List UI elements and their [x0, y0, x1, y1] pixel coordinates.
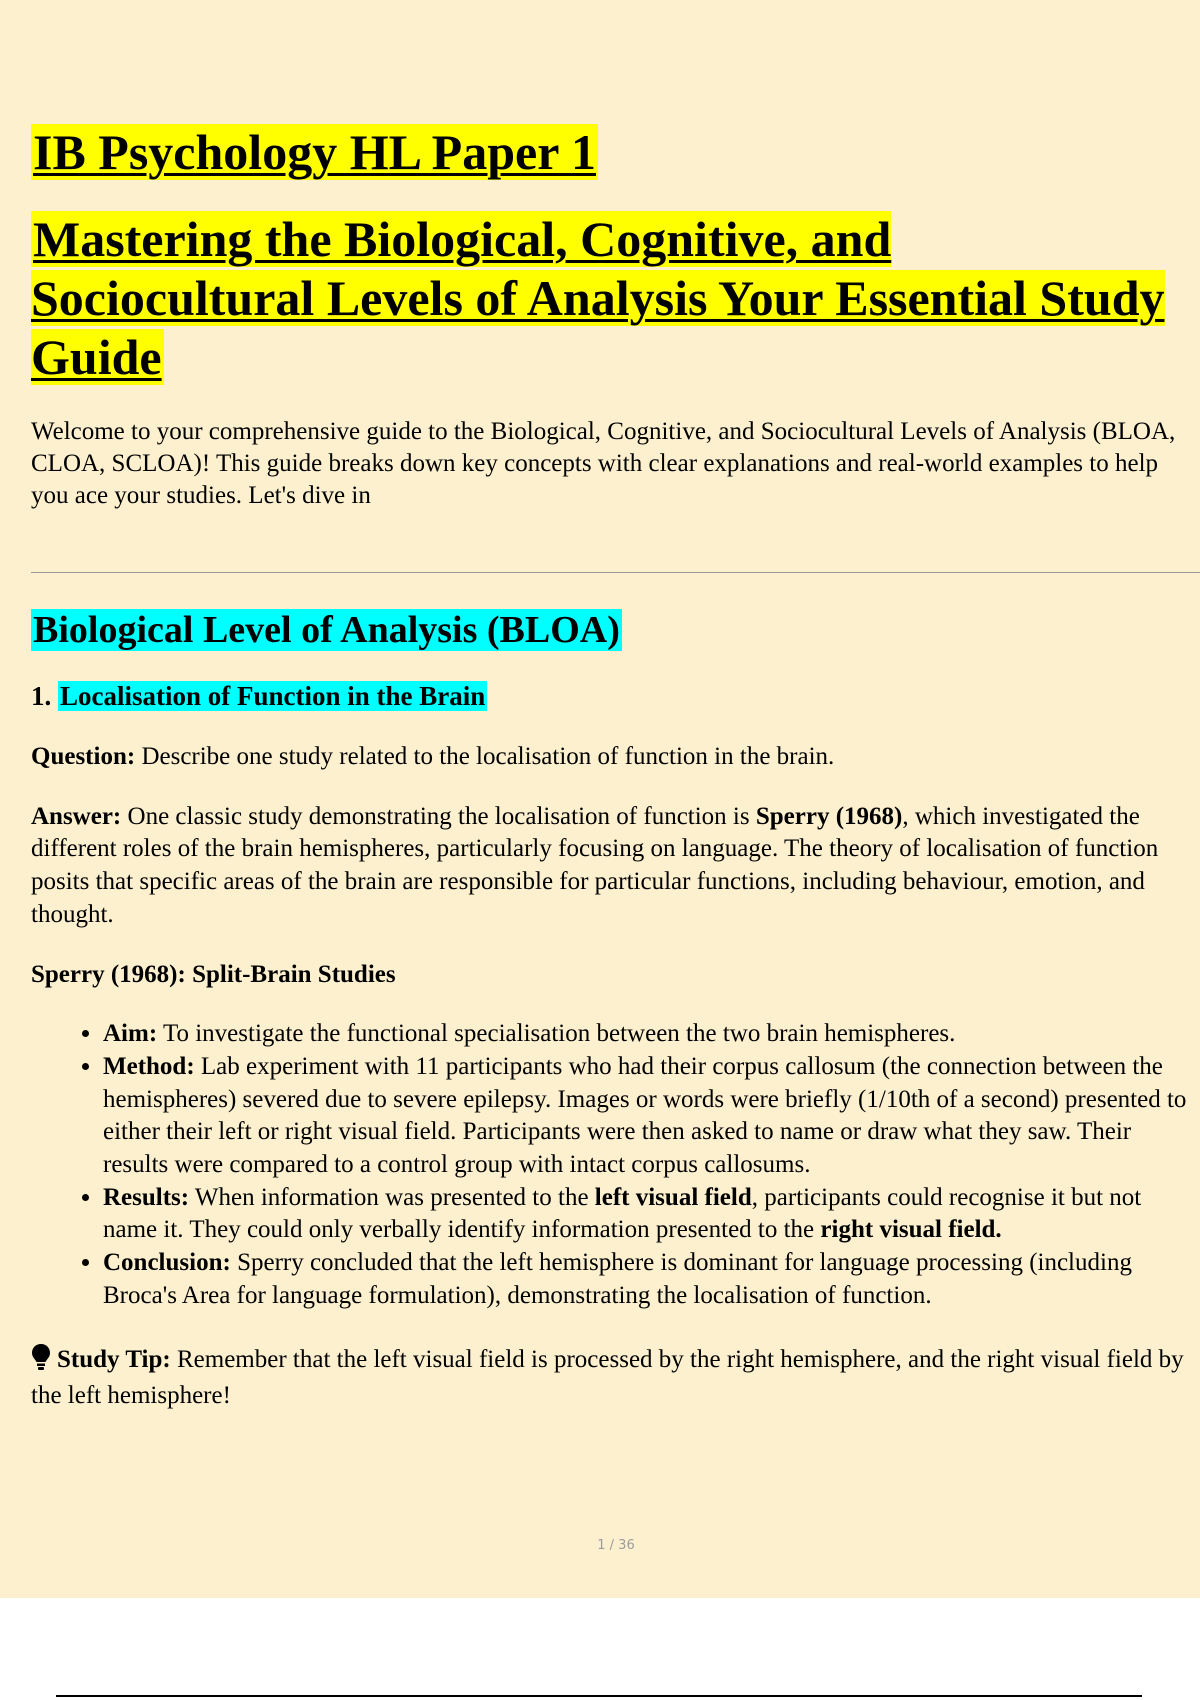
study-details-list	[31, 1018, 1195, 1312]
list-item-results: • Results: When information was presented to the left visual field, participants could recognise it but not name it. They could only verbally identify information presented to the right visual field.	[103, 1182, 1195, 1247]
lightbulb-icon	[31, 1343, 51, 1381]
subsection-heading: 1. Localisation of Function in the Brain	[31, 681, 486, 711]
study-tip: Study Tip: Remember that the left visual field is processed by the right hemisphere, and the right visual field by the left hemisphere!	[31, 1343, 1195, 1413]
section-divider	[31, 572, 1200, 573]
subsection-title: Localisation of Function in the Brain	[60, 681, 486, 711]
document-title: IB Psychology HL Paper 1	[33, 124, 597, 180]
section-title: Biological Level of Analysis (BLOA)	[33, 609, 620, 651]
page-number: 1 / 36	[597, 1538, 635, 1553]
question-paragraph: Question: Describe one study related to the localisation of function in the brain.	[31, 743, 835, 770]
list-item-aim: • Aim: To investigate the functional specialisation between the two brain hemispheres.	[103, 1018, 1195, 1051]
section-body	[31, 741, 1195, 1440]
study-heading: Sperry (1968): Split-Brain Studies	[31, 960, 396, 988]
answer-paragraph: Answer: One classic study demonstrating the localisation of function is Sperry (1968), which investigated the different roles of the brain hemispheres, particularly focusing on language. The theory of localisation of function posits that specific areas of the brain are responsible for particular functions, including behaviour, emotion, and thought.	[31, 802, 1159, 928]
page-bottom-rule	[56, 1695, 1142, 1697]
list-item-conclusion: • Conclusion: Sperry concluded that the left hemisphere is dominant for language processing (including Broca's Area for language formulation), demonstrating the localisation of function.	[103, 1247, 1195, 1312]
document-subtitle: Mastering the Biological, Cognitive, and Sociocultural Levels of Analysis Your Essential Study Guide	[31, 211, 1165, 385]
intro-paragraph: Welcome to your comprehensive guide to the Biological, Cognitive, and Sociocultural Levels of Analysis (BLOA, CLOA, SCLOA)! This guide breaks down key concepts with clear explanations and real-world examples to help you ace your studies. Let's dive in	[31, 418, 1176, 509]
list-item-method: • Method: Lab experiment with 11 participants who had their corpus callosum (the connection between the hemispheres) severed due to severe epilepsy. Images or words were briefly (1/10th of a second) presented to either their left or right visual field. Participants were then asked to name or draw what they saw. Their results were compared to a control group with intact corpus callosums.	[103, 1051, 1195, 1182]
